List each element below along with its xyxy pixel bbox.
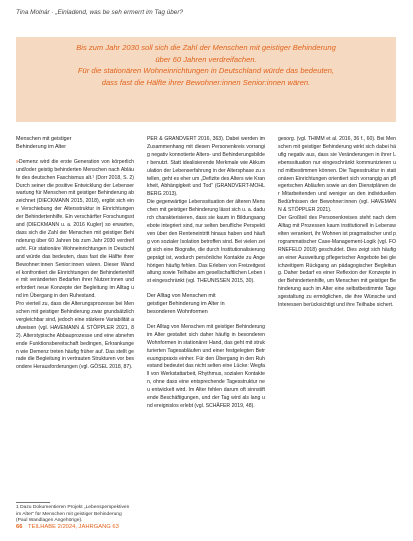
callout-line-2: über 60 Jahren verdreifachen.	[155, 54, 257, 64]
text-column-2	[147, 136, 265, 498]
footnote: 1 Dazu Dokumentieren Projekt „Lebensperspektiven im Alter“ für Menschen mit geistiger Behinderung (Paul Wandlagen Angehörige).	[16, 505, 130, 523]
page-footer	[16, 523, 396, 531]
body-paragraph: Pro vierteil zu, dass die Alterungsprozesse bei Menschen mit geistiger Behinderung zwar grundsätzlich vergleichbar sind, jedoch eine stärkere Variabilität aufweisen (vgl. HAVEMANN & STÖPPLER 2021, 82). Alterstypische Abbauprozesse und eine abnehmende Funktionsbereitschaft bedingen, Erkrankungen wie Demenz treten häufig früher auf. Das stellt gerade die Begleitung in vertrauten Strukturen vor besondere Herausforderungen (vgl. GÖSEL 2018, 87).	[16, 301, 134, 371]
body-paragraph: Die gegenwärtige Lebenssituation der älteren Menschen mit geistiger Behinderung lässt sich u. a. dadurch charakterisieren, dass sie kaum in Bildungsangebote integriert sind, nur selten berufliche Perspektiven über den Renteneintritt hinaus haben und häufig von sozialer Isolation betroffen sind. Bei vielen zeigt sich eine Biografie, die durch Institutionalisierung geprägt ist, wodurch persönliche Kontakte zu Angehörigen häufig fehlen. Das Erleben von Freizeitgestaltung sowie Teilhabe am gesellschaftlichen Leben ist eingeschränkt (vgl. THEUNISSEN 2015, 30).	[147, 199, 265, 285]
body-paragraph: Der Alltag von Menschen mit geistiger Behinderung im Alter gestaltet sich daher häufig in besonderen Wohnformen in stationärer Hand, das geht mit strukturierten Tagesabläufen und einer festgelegten Betreuungspraxis einher. Für den Übergang in den Ruhestand bedeutet das nicht selten eine Lücke: Wegfall von Werkstattarbeit, Rhythmus, sozialen Kontakten, ohne dass eine entsprechende Tagesstruktur neu entwickelt wird. Im Alter fehlen darum oft sinnstiftende Beschäftigungen, und der Tag wird als lang und ereignislos erlebt (vgl. SCHÄFER 2019, 48).	[147, 323, 265, 409]
section-heading-line-2: Behinderung im Alter	[16, 143, 67, 150]
body-paragraph-text: Demenz wird die erste Generation von körperlich und/oder geistig behinderten Menschen nach Abläufe des deutschen Faschismus alt.¹ (Dorr 2018, S. 2) Durch seiner die positive Entwicklung der Lebenserwartung für Menschen mit geistiger Behinderung abzeichnet (DIECKMANN 2015, 2018), ergibt sich eine Verschiebung der Altersstruktur in Einrichtungen der Behindertenhilfe. Ein verschärfter Forschungsstand (DIECKMANN u. a. 2016 Kugler) so erwarten, dass sich die Zahl der Menschen mit geistiger Behinderung über 60 Jahren bis zum Jahr 2030 verdreifacht. Für stationäre Wohneinrichtungen in Deutschland würde das bedeuten, dass fast die Hälfte ihrer Bewohner:innen Senior:innen wären. Dieser Wandel konfrontiert die Einrichtungen der Behindertenhilfe mit veränderten Bedarfen ihrer Nutzer:innen und erfordert neue Konzepte der Begleitung im Alltag und im Übergang in den Ruhestand.	[16, 158, 134, 300]
body-paragraph: PER & GRANDVERT 2016, 363). Dabei werden im Zusammenhang mit diesen Personenkreis vorrangig negativ konnotierte Alters- und Behinderungsbilder benutzt. Statt idealisierende Merkmale wie Akkumulation der Lebenserfahrung in der Altersphase zu stellen, geht es eher um „Defizite des Alters wie Krankheit, Abhängigkeit und Tod“ (GRANDVERT-MOHLBERG 2013).	[147, 136, 265, 198]
section-heading-line-1: Der Alltag von Menschen mit	[147, 293, 216, 300]
section-heading-line-3: besonderen Wohnformen	[147, 309, 208, 316]
page-number: 66	[16, 524, 23, 530]
section-heading-line-2: geistiger Behinderung im Alter in	[147, 301, 225, 308]
callout-line-4: dass fast die Hälfte ihrer Bewohner:innen Senior:innen wären.	[101, 77, 311, 87]
journal-name: TEILHABE 2/2024, JAHRGANG 63	[27, 524, 119, 530]
body-paragraph: gesorg. (vgl. THIMM et al. 2016, 36 f., 60). Bei Menschen mit geistiger Behinderung wirkt sich dabei häufig negativ aus, dass sie Veränderungen in ihrer Lebenssituation nur eingeschränkt kommunizieren und mitbestimmen können. Die Tagesstruktur in stationären Einrichtungen orientiert sich vorrangig an pflegerischen Abläufen sowie an den Dienstplänen der Mitarbeitenden und weniger an den individuellen Bedürfnissen der Bewohner:innen (vgl. HAVEMANN & STÖPPLER 2021).	[278, 136, 396, 214]
drop-mark-icon: »	[16, 158, 19, 165]
running-head: Tina Molnár · „Einladend, was be seh ermerrt im Tag über?	[16, 9, 184, 16]
body-paragraph: Der Großteil des Personenkreises steht nach dem Alltag mit Prozessen kaum institutionell in Lebenswelten verankert, ihr Wohnen ist pragmatischer und programmatischer Case-Management-Logik (vgl. FORNEFELD 2018) geschuldet. Dies zeigt sich häufig an einer Ausweitung pflegerischer Angebote bei gleichzeitigem Rückgang an pädagogischer Begleitung. Daher bedarf es einer Reflexion der Konzepte in der Behindertenhilfe, um Menschen mit geistiger Behinderung auch im Alter eine selbstbestimmte Tagesgestaltung zu ermöglichen, die ihre Wünsche und Interessen berücksichtigt und ihre Teilhabe sichert.	[278, 215, 396, 309]
callout-line-3: Für die stationären Wohneinrichtungen in Deutschland würde das bedeuten,	[77, 66, 335, 75]
pull-quote-callout	[16, 37, 396, 122]
text-column-3	[278, 136, 396, 498]
callout-line-1: Bis zum Jahr 2030 soll sich die Zahl der Menschen mit geistiger Behinderung	[76, 43, 336, 52]
body-paragraph	[16, 159, 134, 301]
footnote-divider	[16, 502, 50, 503]
text-column-1	[16, 136, 134, 498]
section-heading-line-1: Menschen mit geistiger	[16, 136, 72, 142]
